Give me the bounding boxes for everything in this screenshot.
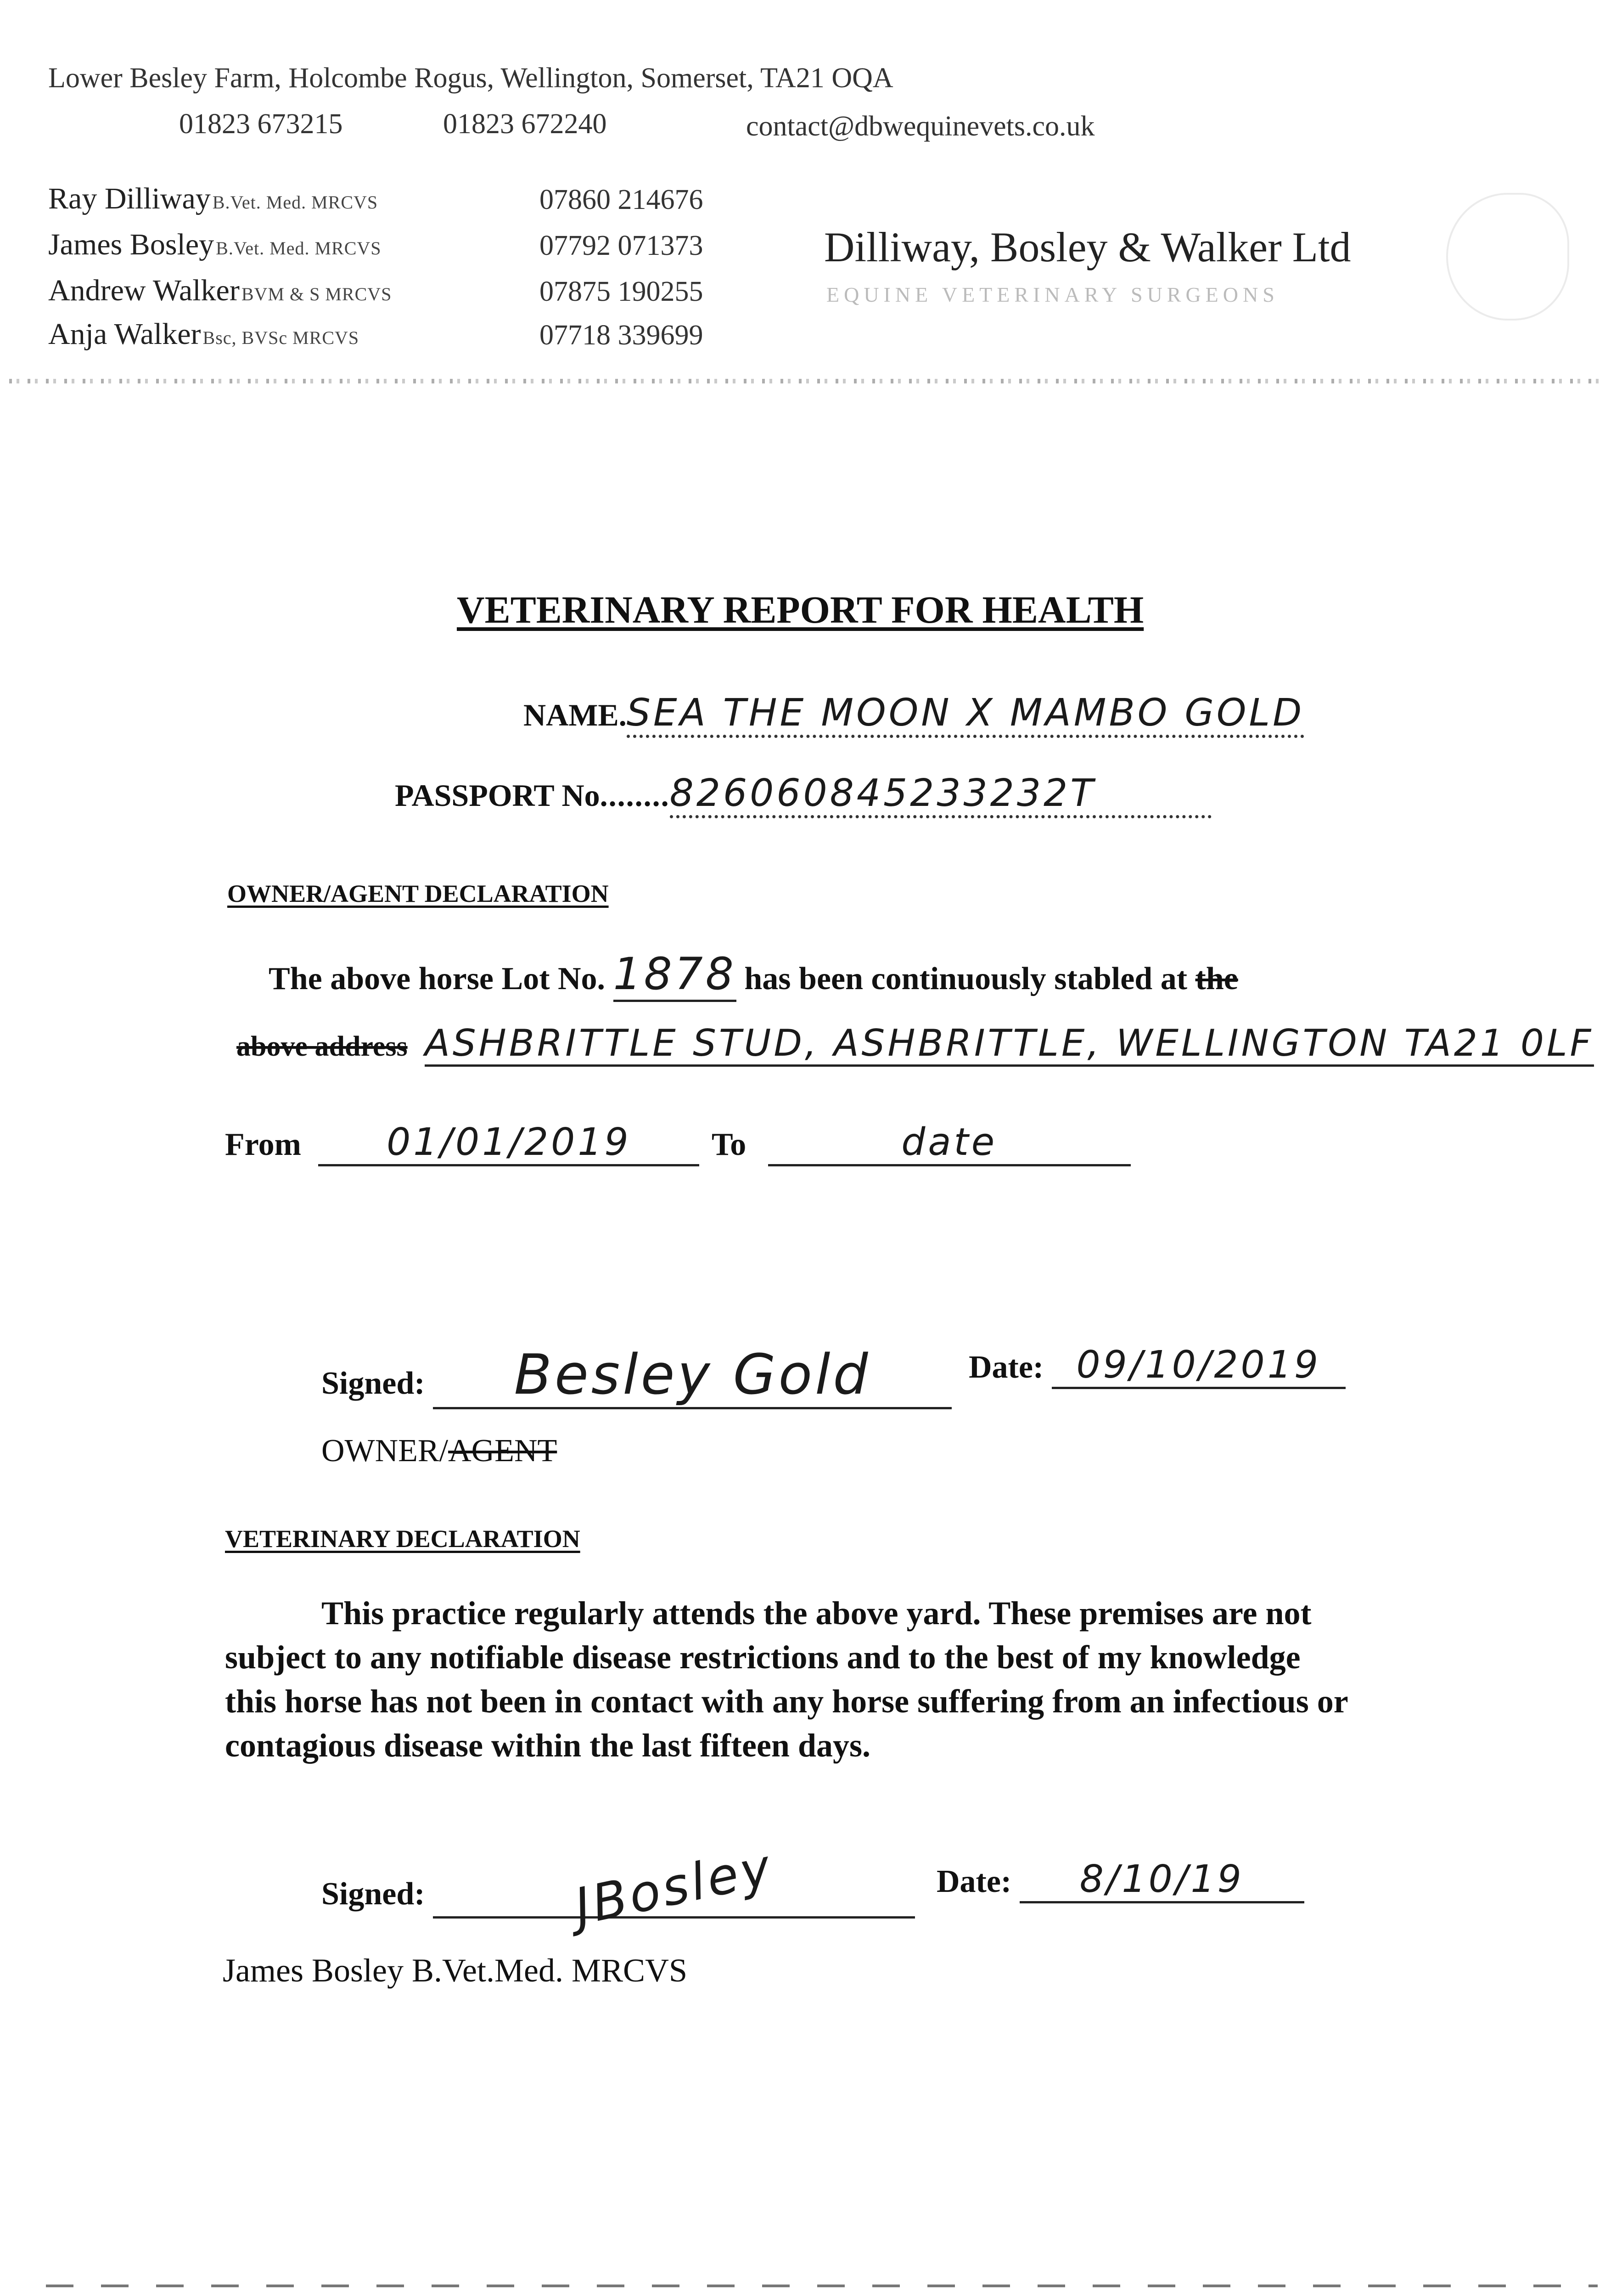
to-field [712, 1120, 1131, 1166]
practice-email: contact@dbwequinevets.co.uk [746, 111, 1095, 142]
vet-declaration-paragraph: This practice regularly attends the above yard. These premises are not subject to any notifiable disease restrictions and to the best of my knowledge this horse has not been in contact with any horse suffering from an infectious or contagious disease within the last fifteen days. [225, 1595, 1348, 1764]
vet-signed-field [321, 1837, 915, 1937]
signer-role [321, 1433, 557, 1469]
company-name: Dilliway, Bosley & Walker Ltd [824, 224, 1351, 270]
vet-date-field [937, 1857, 1304, 1903]
passport-value: 826060845233232T [669, 771, 1096, 815]
stable-address-value: ASHBRITTLE STUD, ASHBRITTLE, WELLINGTON TA21 0LF [425, 1022, 1594, 1067]
owner-signed-field [321, 1343, 952, 1409]
owner-signed-label: Signed: [321, 1366, 425, 1401]
staff-qualification: Bsc, BVSc MRCVS [202, 327, 359, 348]
page-bottom-divider [46, 2285, 1598, 2287]
horse-logo-icon [1446, 193, 1569, 321]
staff-name: Andrew Walker [48, 274, 240, 307]
passport-label: PASSPORT No [395, 778, 600, 813]
role-owner: OWNER/ [321, 1433, 449, 1469]
staff-phone: 07860 214676 [539, 184, 703, 215]
address-line [236, 1022, 1594, 1064]
owner-signature: Besley Gold [514, 1343, 871, 1407]
vet-name: James Bosley B.Vet.Med. MRCVS [223, 1952, 688, 1989]
to-date-value: date [901, 1120, 998, 1164]
lot-text-before: The above horse Lot No. [269, 961, 606, 996]
staff-name: Ray Dilliway [48, 182, 211, 215]
staff-phone: 07875 190255 [539, 276, 703, 307]
owner-date-label: Date: [969, 1350, 1044, 1385]
lot-text-after: has been continuously stabled at [744, 961, 1188, 996]
lot-statement [269, 948, 1238, 1000]
vet-date-label: Date: [937, 1864, 1012, 1899]
vet-signature: JBosley [569, 1837, 779, 1937]
to-label: To [712, 1127, 746, 1162]
company-tagline: EQUINE VETERINARY SURGEONS [826, 283, 1279, 306]
staff-row [48, 227, 382, 262]
role-agent-struck: AGENT [448, 1433, 557, 1469]
owner-declaration-heading: OWNER/AGENT DECLARATION [227, 880, 609, 907]
from-date-value: 01/01/2019 [387, 1120, 631, 1164]
staff-qualification: BVM & S MRCVS [241, 284, 392, 304]
staff-row [48, 317, 359, 352]
staff-name: James Bosley [48, 228, 214, 261]
struck-word: the [1195, 961, 1238, 996]
practice-address: Lower Besley Farm, Holcombe Rogus, Wellington, Somerset, TA21 OQA [48, 62, 893, 94]
struck-address: above address [236, 1031, 408, 1062]
passport-field: PASSPORT No........826060845233232T [395, 771, 1212, 818]
practice-phone-1: 01823 673215 [179, 108, 343, 140]
staff-name: Anja Walker [48, 317, 201, 351]
staff-phone: 07718 339699 [539, 320, 703, 351]
name-label: NAME [523, 698, 619, 732]
vet-date-value: 8/10/19 [1079, 1857, 1244, 1901]
staff-row [48, 181, 378, 216]
practice-phone-2: 01823 672240 [443, 108, 607, 140]
name-field: NAME.SEA THE MOON X MAMBO GOLD [523, 691, 1304, 738]
vet-signed-label: Signed: [321, 1876, 425, 1912]
from-label: From [225, 1127, 301, 1162]
lot-number-value: 1878 [613, 948, 736, 1002]
owner-date-value: 09/10/2019 [1076, 1343, 1321, 1387]
letterhead-divider [9, 379, 1602, 383]
staff-qualification: B.Vet. Med. MRCVS [216, 238, 382, 259]
owner-date-field [969, 1343, 1346, 1389]
horse-name-value: SEA THE MOON X MAMBO GOLD [626, 691, 1305, 735]
staff-phone: 07792 071373 [539, 230, 703, 261]
staff-row [48, 273, 392, 308]
vet-declaration-heading: VETERINARY DECLARATION [225, 1525, 580, 1553]
report-title: VETERINARY REPORT FOR HEALTH [457, 589, 1144, 631]
from-field [225, 1120, 699, 1166]
staff-qualification: B.Vet. Med. MRCVS [212, 192, 378, 213]
